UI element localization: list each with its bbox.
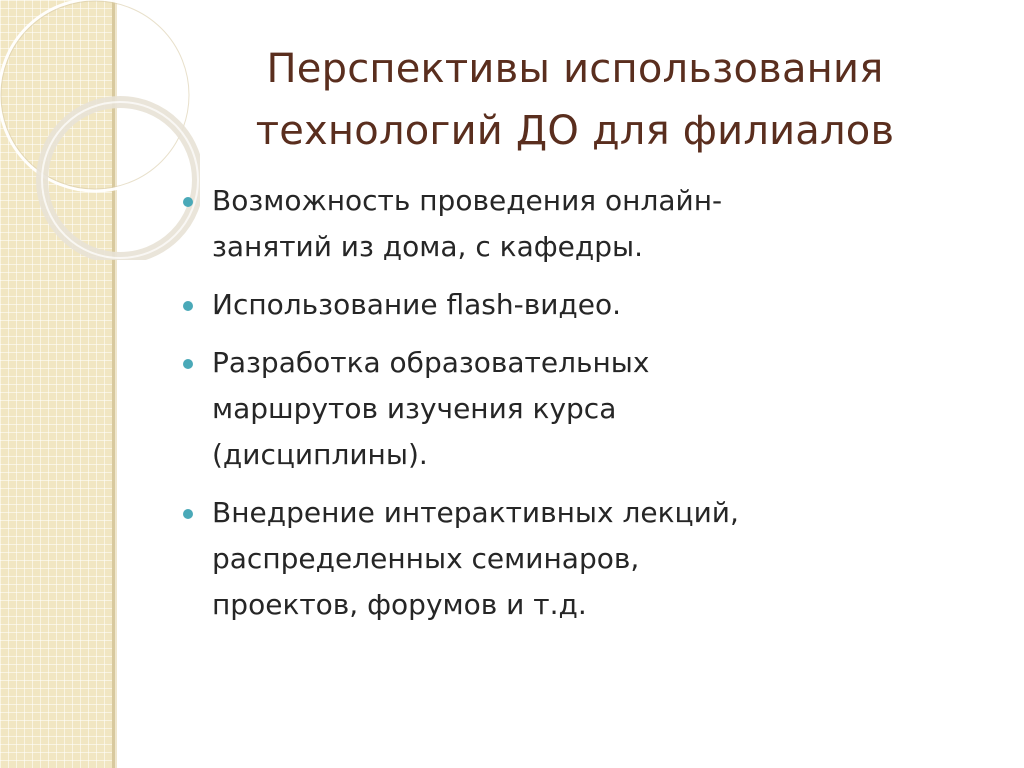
- bullet-item: [182, 178, 882, 270]
- bullet-dot-icon: [183, 509, 193, 519]
- bullet-line: распределенных семинаров,: [212, 542, 640, 575]
- bullet-list: [182, 178, 882, 640]
- slide-title: [150, 38, 1000, 162]
- bullet-line: Внедрение интерактивных лекций,: [212, 496, 739, 529]
- bullet-line: маршрутов изучения курса: [212, 392, 617, 425]
- bullet-item: [182, 490, 882, 628]
- side-pattern-band: [0, 0, 112, 768]
- bullet-line: Использование flash-видео.: [212, 288, 622, 321]
- title-line-2: технологий ДО для филиалов: [255, 108, 895, 154]
- bullet-dot-icon: [183, 359, 193, 369]
- bullet-line: проектов, форумов и т.д.: [212, 588, 587, 621]
- bullet-dot-icon: [183, 301, 193, 311]
- title-line-1: Перспективы использования: [266, 46, 884, 92]
- bullet-line: (дисциплины).: [212, 438, 428, 471]
- bullet-item: [182, 340, 882, 478]
- bullet-item: [182, 282, 882, 328]
- bullet-line: Разработка образовательных: [212, 346, 650, 379]
- bullet-line: занятий из дома, с кафедры.: [212, 230, 644, 263]
- side-band-edge-highlight: [115, 0, 117, 768]
- bullet-dot-icon: [183, 197, 193, 207]
- bullet-line: Возможность проведения онлайн-: [212, 184, 723, 217]
